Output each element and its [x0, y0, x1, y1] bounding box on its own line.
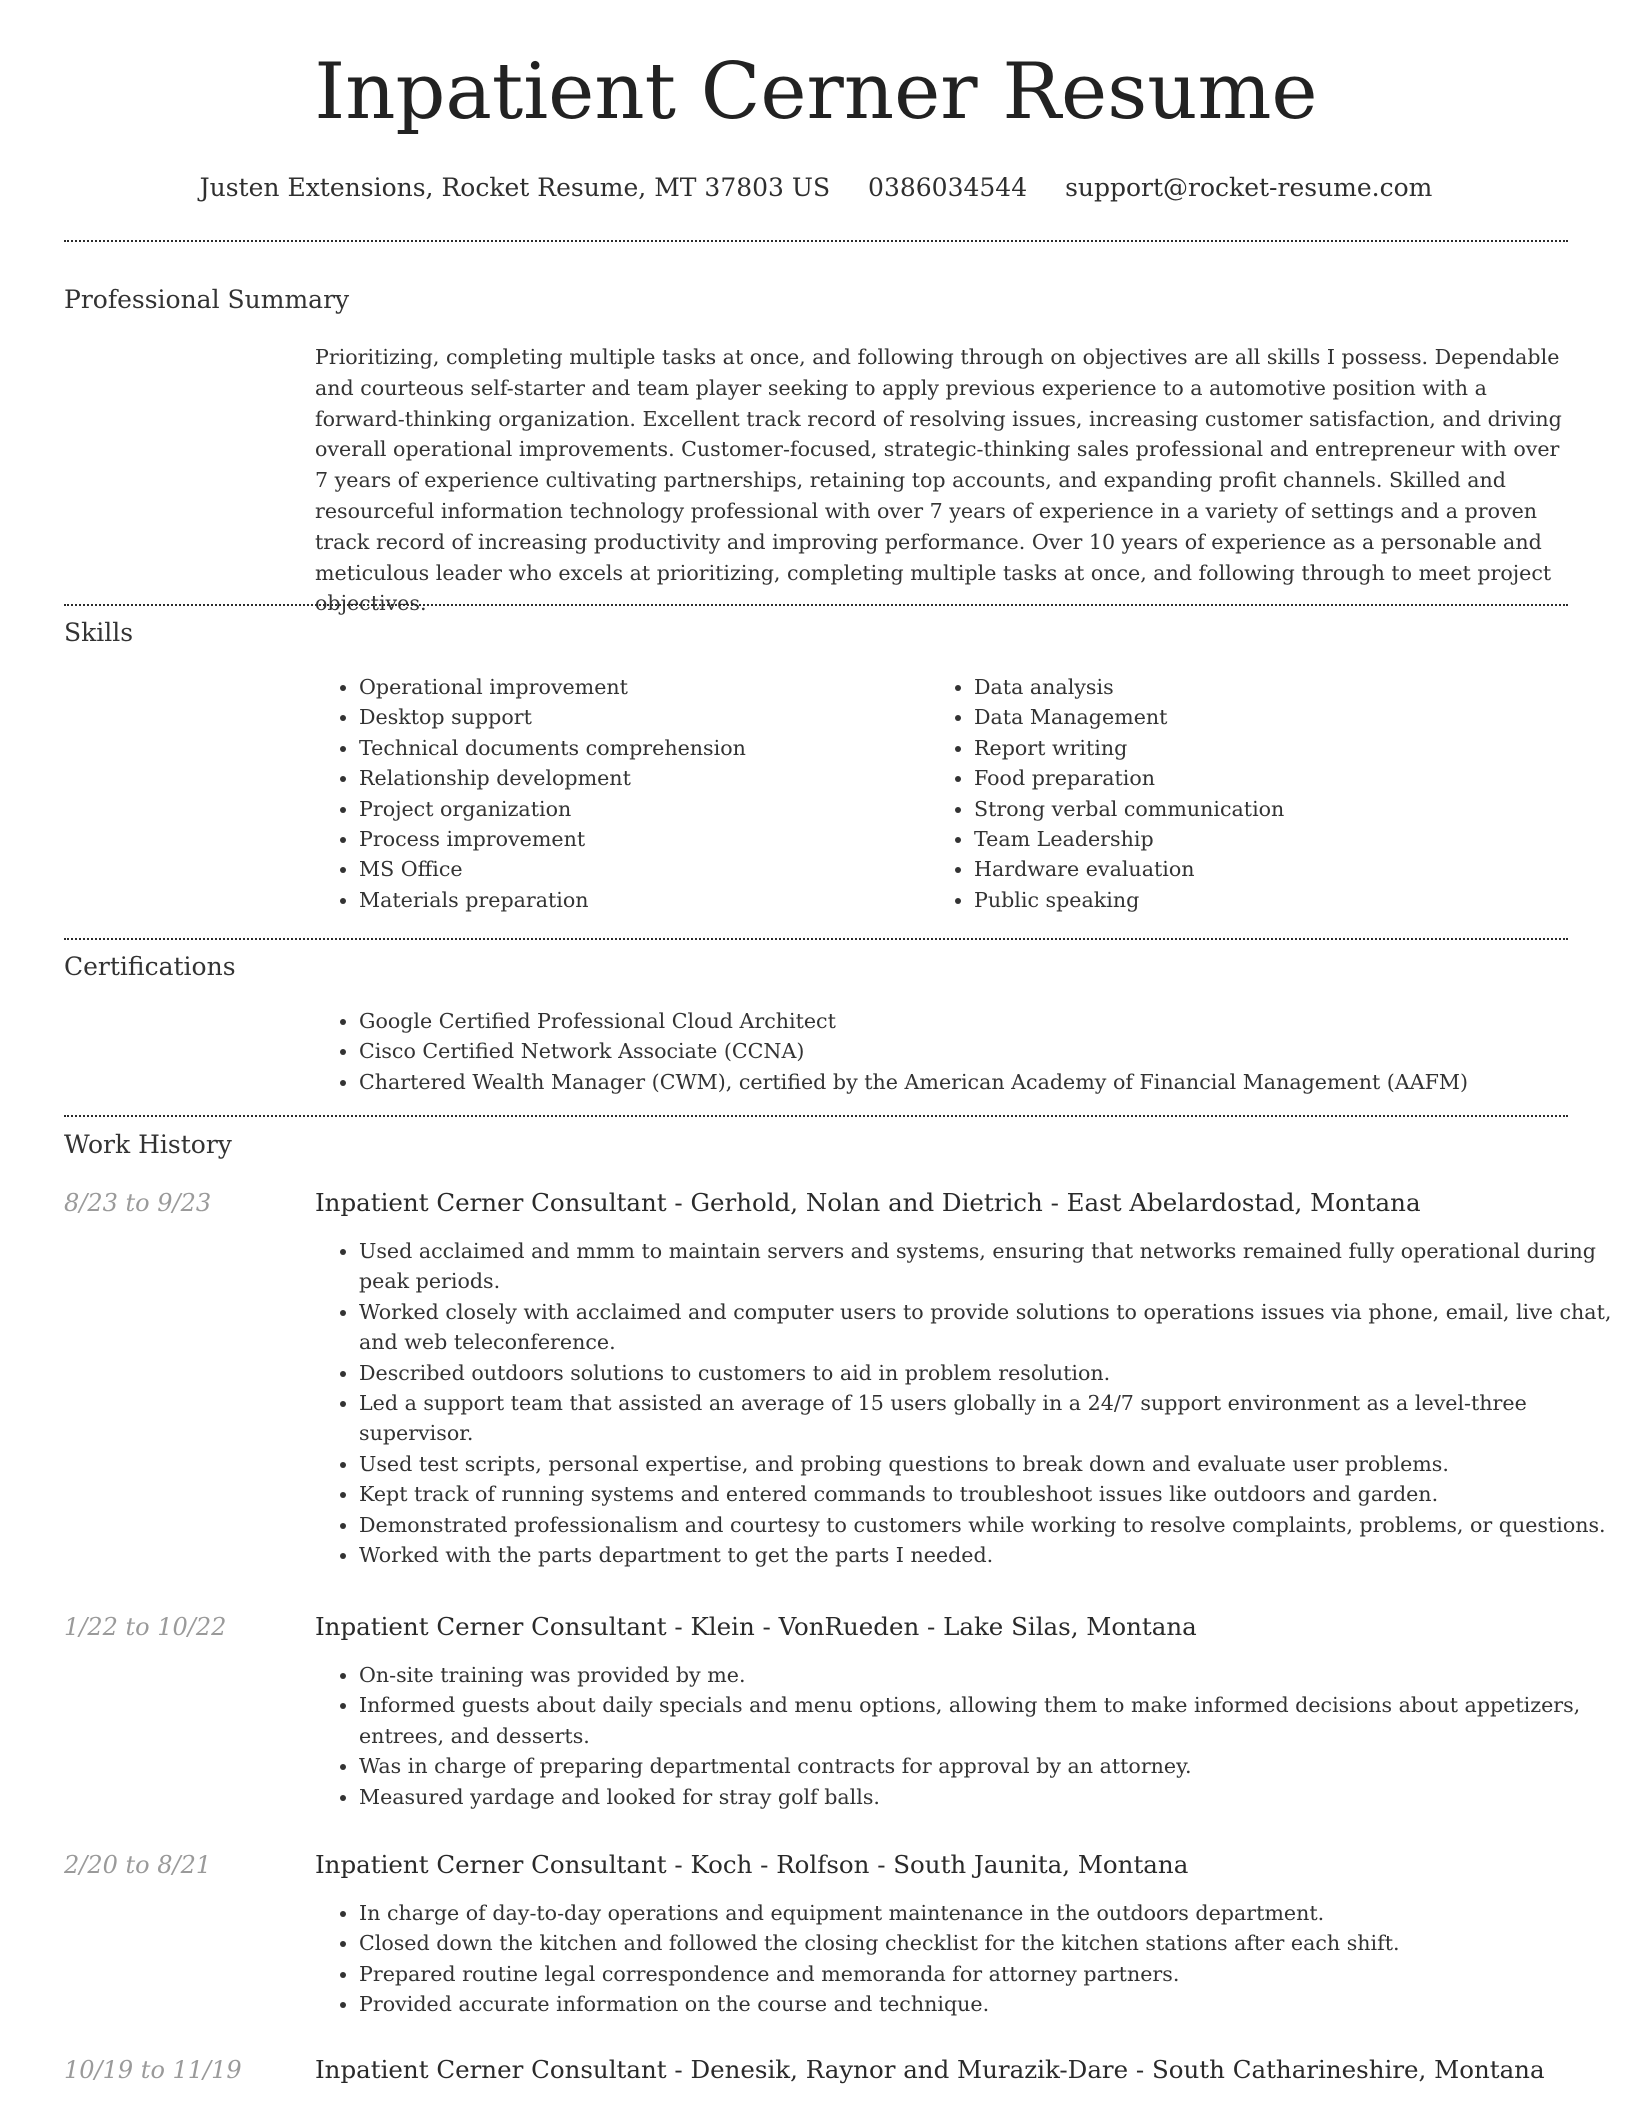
- resume-title: Inpatient Cerner Resume: [314, 47, 1318, 137]
- skill-item: • Public speaking: [974, 885, 1534, 915]
- summary-heading: Professional Summary: [64, 285, 350, 314]
- skill-item: • Report writing: [974, 733, 1534, 763]
- job-bullet: • Worked closely with acclaimed and computer users to provide solutions to operations issues via phone, email, live chat, and web teleconference.: [359, 1297, 1612, 1358]
- job-bullets: [315, 1236, 1612, 1570]
- job-bullet: • Measured yardage and looked for stray golf balls.: [359, 1782, 1612, 1812]
- skill-item: • Data Management: [974, 702, 1534, 732]
- contact-address: Justen Extensions, Rocket Resume, MT 37803 US: [199, 173, 831, 202]
- job-dates: 8/23 to 9/23: [64, 1189, 212, 1217]
- skill-item: • Data analysis: [974, 672, 1534, 702]
- skill-item: • Materials preparation: [359, 885, 919, 915]
- job-dates: 1/22 to 10/22: [64, 1613, 227, 1641]
- skill-item: • Technical documents comprehension: [359, 733, 919, 763]
- contact-email: support@rocket-resume.com: [1065, 173, 1433, 202]
- job-bullet: • Used test scripts, personal expertise, and probing questions to break down and evaluate user problems.: [359, 1449, 1612, 1479]
- skill-item: • Desktop support: [359, 702, 919, 732]
- job-bullet: • In charge of day-to-day operations and equipment maintenance in the outdoors department.: [359, 1898, 1612, 1928]
- divider: [64, 240, 1568, 242]
- job-bullet: • Closed down the kitchen and followed the closing checklist for the kitchen stations after each shift.: [359, 1928, 1612, 1958]
- job-bullet: • Demonstrated professionalism and courtesy to customers while working to resolve complaints, problems, or questions.: [359, 1510, 1612, 1540]
- job-bullet: • Provided accurate information on the course and technique.: [359, 1989, 1612, 2019]
- skills-list-right: [930, 672, 1534, 915]
- certification-item: • Cisco Certified Network Associate (CCNA): [359, 1036, 1612, 1066]
- skill-item: • Hardware evaluation: [974, 854, 1534, 884]
- skills-heading: Skills: [64, 618, 134, 647]
- summary-text: Prioritizing, completing multiple tasks at once, and following through on objectives are all skills I possess. Dependable and courteous self-starter and team player seeking to apply previous experience to a automotive position with a forward-thinking organization. Excellent track record of resolving issues, increasing customer satisfaction, and driving overall operational improvements. Customer-focused, strategic-thinking sales professional and entrepreneur with over 7 years of experience cultivating partnerships, retaining top accounts, and expanding profit channels. Skilled and resourceful information technology professional with over 7 years of experience in a variety of settings and a proven track record of increasing productivity and improving performance. Over 10 years of experience as a personable and meticulous leader who excels at prioritizing, completing multiple tasks at once, and following through to meet project objectives.: [315, 345, 1562, 616]
- certification-item: • Google Certified Professional Cloud Architect: [359, 1006, 1612, 1036]
- contact-phone: 0386034544: [868, 173, 1028, 202]
- job-bullets: [315, 1660, 1612, 1812]
- skill-item: • Operational improvement: [359, 672, 919, 702]
- job-bullet: • Informed guests about daily specials and menu options, allowing them to make informed decisions about appetizers, entrees, and desserts.: [359, 1690, 1612, 1751]
- divider: [64, 938, 1568, 940]
- job-bullet: • Led a support team that assisted an average of 15 users globally in a 24/7 support environment as a level-three supervisor.: [359, 1388, 1612, 1449]
- job-title: Inpatient Cerner Consultant - Gerhold, Nolan and Dietrich - East Abelardostad, Montana: [315, 1188, 1421, 1217]
- job-bullet: • Used acclaimed and mmm to maintain servers and systems, ensuring that networks remained fully operational during peak periods.: [359, 1236, 1612, 1297]
- job-title: Inpatient Cerner Consultant - Klein - VonRueden - Lake Silas, Montana: [315, 1612, 1197, 1641]
- job-bullet: • Was in charge of preparing departmental contracts for approval by an attorney.: [359, 1751, 1612, 1781]
- contact-line: [0, 170, 1632, 206]
- job-bullet: • Worked with the parts department to get the parts I needed.: [359, 1540, 1612, 1570]
- certifications-list: [315, 1006, 1612, 1097]
- skill-item: • Process improvement: [359, 824, 919, 854]
- job-title: Inpatient Cerner Consultant - Koch - Rolfson - South Jaunita, Montana: [315, 1850, 1189, 1879]
- skills-list-left: [315, 672, 919, 915]
- skill-item: • Relationship development: [359, 763, 919, 793]
- skill-item: • Project organization: [359, 794, 919, 824]
- job-dates: 10/19 to 11/19: [64, 2056, 242, 2084]
- work-history-heading: Work History: [64, 1130, 232, 1159]
- certifications-heading: Certifications: [64, 952, 236, 981]
- job-bullet: • Described outdoors solutions to customers to aid in problem resolution.: [359, 1358, 1612, 1388]
- skill-item: • Strong verbal communication: [974, 794, 1534, 824]
- certification-item: • Chartered Wealth Manager (CWM), certified by the American Academy of Financial Management (AAFM): [359, 1067, 1612, 1097]
- job-bullet: • Kept track of running systems and entered commands to troubleshoot issues like outdoors and garden.: [359, 1479, 1612, 1509]
- job-bullet: • On-site training was provided by me.: [359, 1660, 1612, 1690]
- skill-item: • Team Leadership: [974, 824, 1534, 854]
- job-title: Inpatient Cerner Consultant - Denesik, Raynor and Murazik-Dare - South Catharineshire, Montana: [315, 2055, 1545, 2084]
- divider: [64, 1115, 1568, 1117]
- job-bullets: [315, 1898, 1612, 2020]
- divider: [64, 604, 1568, 606]
- job-dates: 2/20 to 8/21: [64, 1851, 212, 1879]
- skill-item: • MS Office: [359, 854, 919, 884]
- skill-item: • Food preparation: [974, 763, 1534, 793]
- job-bullet: • Prepared routine legal correspondence and memoranda for attorney partners.: [359, 1959, 1612, 1989]
